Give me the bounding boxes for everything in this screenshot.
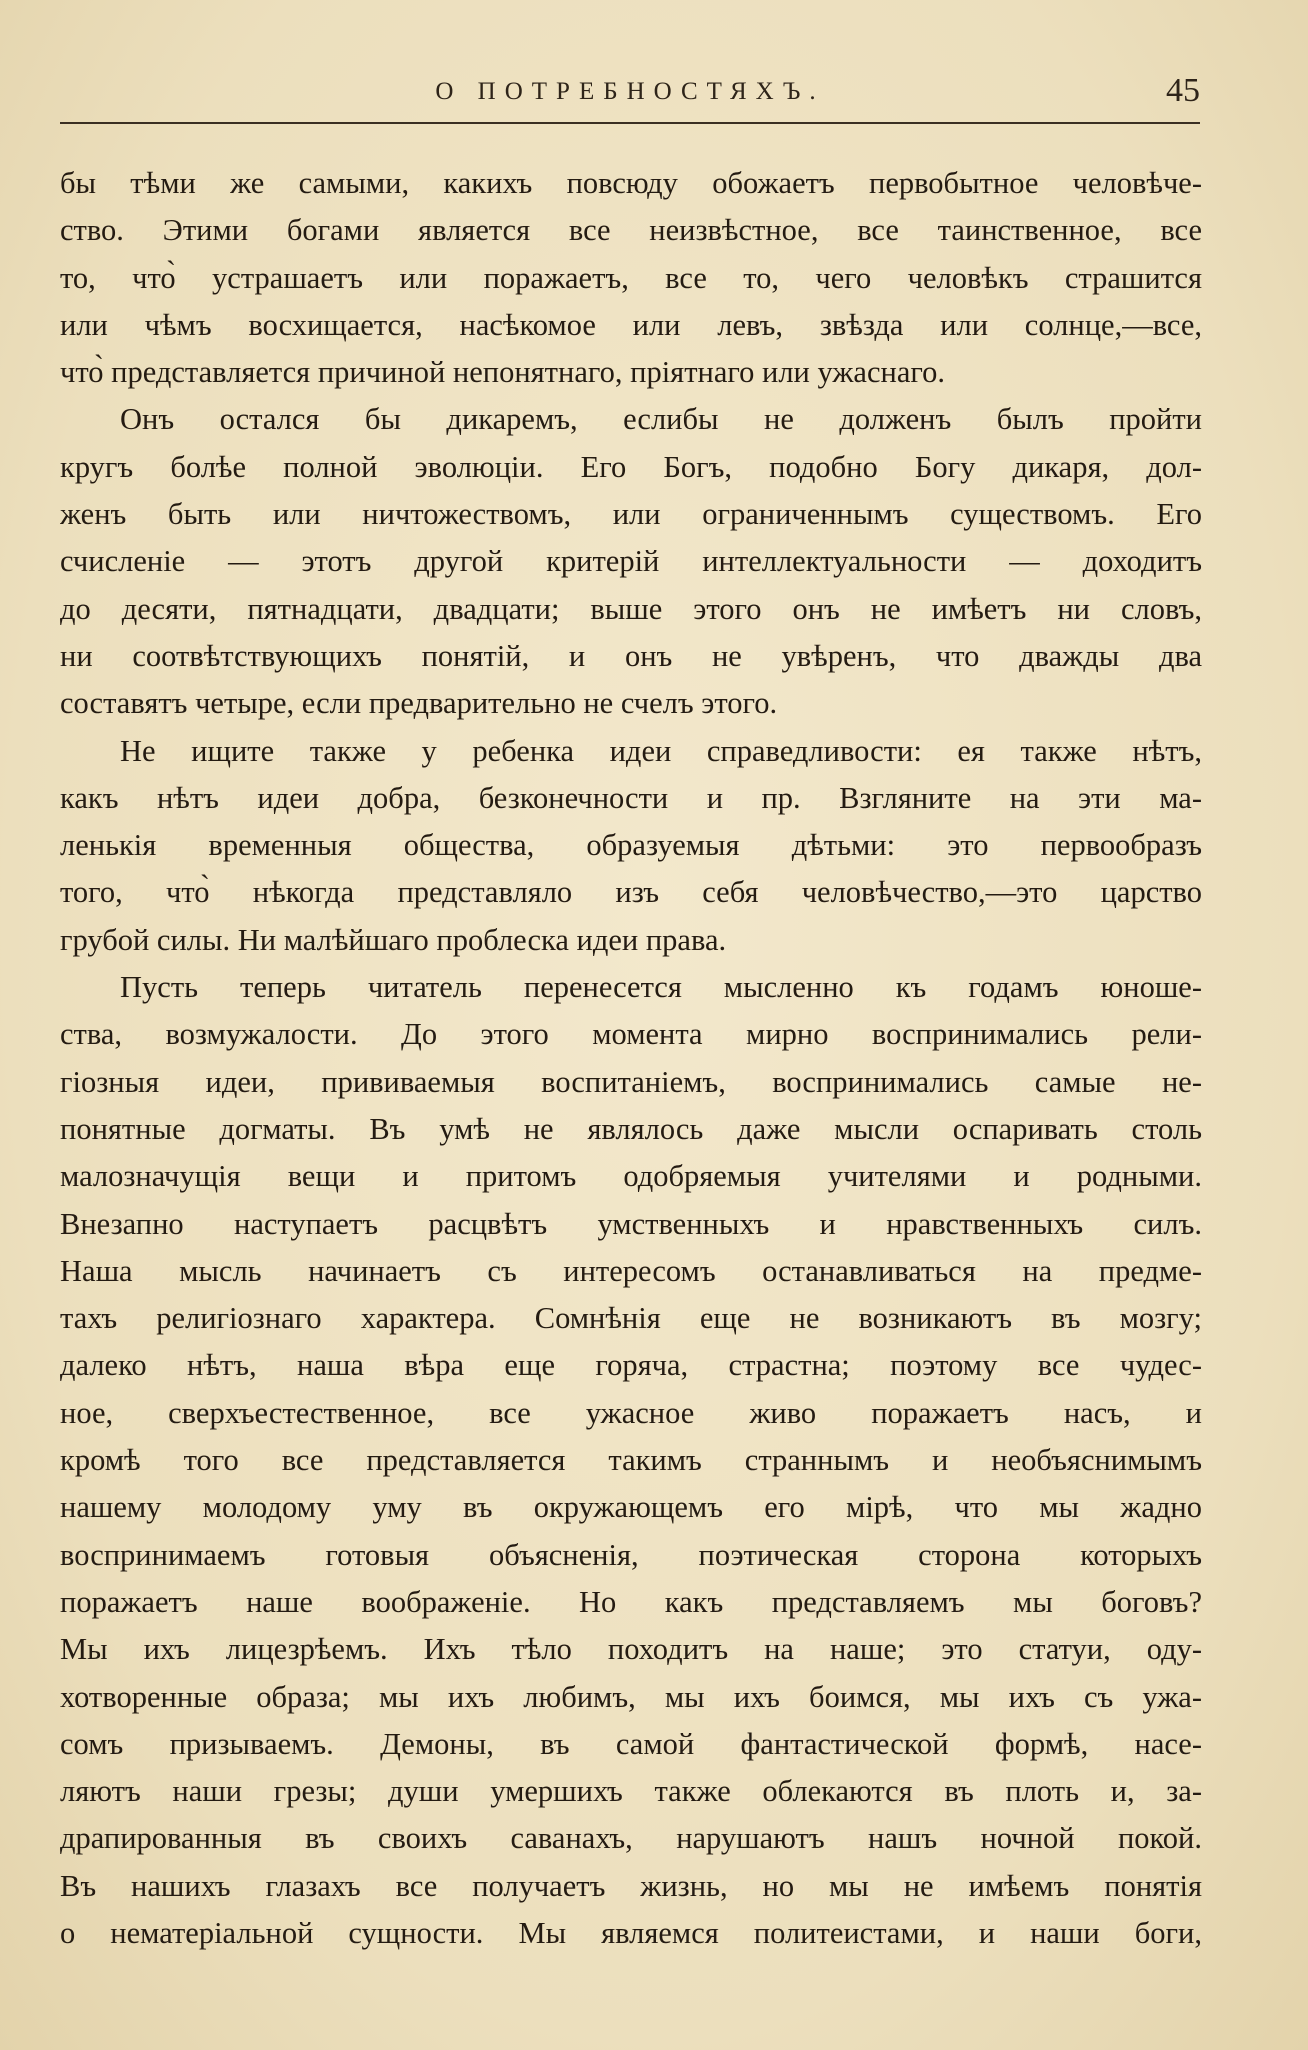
text-line: Не ищите также у ребенка идеи справедливости: ея также нѣтъ, bbox=[120, 733, 1202, 768]
text-line: кругъ болѣе полной эволюціи. Его Богъ, подобно Богу дикаря, дол- bbox=[60, 449, 1202, 484]
text-line: бы тѣми же самыми, какихъ повсюду обожаетъ первобытное человѣче- bbox=[60, 166, 1202, 200]
text-line: счисленіе — этотъ другой критерій интеллектуальности — доходитъ bbox=[60, 544, 1202, 579]
text-line: какъ нѣтъ идеи добра, безконечности и пр. Взгляните на эти ма- bbox=[60, 780, 1202, 815]
text-line: драпированныя въ своихъ саванахъ, нарушаютъ нашъ ночной покой. bbox=[60, 1821, 1202, 1856]
text-line: ленькія временныя общества, образуемыя дѣтьми: это первообразъ bbox=[60, 828, 1202, 863]
text-line: кромѣ того все представляется такимъ страннымъ и необъяснимымъ bbox=[60, 1443, 1202, 1478]
text-line: того, что̀ нѣкогда представляло изъ себя человѣчество,—это царство bbox=[60, 875, 1202, 910]
text-line: что̀ представляется причиной непонятнаго, пріятнаго или ужаснаго. bbox=[60, 355, 945, 390]
text-line: ное, сверхъестественное, все ужасное живо поражаетъ насъ, и bbox=[60, 1395, 1202, 1430]
text-line: о нематеріальной сущности. Мы являемся политеистами, и наши боги, bbox=[60, 1915, 1202, 1950]
text-line: тахъ религіознаго характера. Сомнѣнія еще не возникаютъ въ мозгу; bbox=[60, 1301, 1202, 1336]
page-header bbox=[60, 72, 1200, 124]
text-line: малозначущія вещи и притомъ одобряемыя учителями и родными. bbox=[60, 1159, 1202, 1194]
text-line: Внезапно наступаетъ расцвѣтъ умственныхъ и нравственныхъ силъ. bbox=[60, 1206, 1202, 1241]
text-line: гіозныя идеи, прививаемыя воспитаніемъ, воспринимались самые не- bbox=[60, 1064, 1202, 1099]
text-line: нашему молодому уму въ окружающемъ его мірѣ, что мы жадно bbox=[60, 1490, 1202, 1525]
text-line: хотворенные образа; мы ихъ любимъ, мы ихъ боимся, мы ихъ съ ужа- bbox=[60, 1679, 1202, 1714]
text-line: ства, возмужалости. До этого момента мирно воспринимались рели- bbox=[60, 1017, 1202, 1052]
text-line: составятъ четыре, если предварительно не счелъ этого. bbox=[60, 686, 778, 721]
text-line: Наша мысль начинаетъ съ интересомъ останавливаться на предме- bbox=[60, 1253, 1202, 1288]
text-line: Пусть теперь читатель перенесется мысленно къ годамъ юноше- bbox=[120, 970, 1202, 1005]
body-text bbox=[60, 160, 1202, 1957]
text-line: сомъ призываемъ. Демоны, въ самой фантастической формѣ, насе- bbox=[60, 1726, 1202, 1761]
text-line: понятные догматы. Въ умѣ не являлось даже мысли оспаривать столь bbox=[60, 1111, 1202, 1146]
text-line: Въ нашихъ глазахъ все получаетъ жизнь, но мы не имѣемъ понятія bbox=[60, 1868, 1202, 1903]
text-line: ляютъ наши грезы; души умершихъ также облекаются въ плоть и, за- bbox=[60, 1774, 1202, 1809]
text-line: далеко нѣтъ, наша вѣра еще горяча, страстна; поэтому все чудес- bbox=[60, 1348, 1202, 1383]
text-line: то, что̀ устрашаетъ или поражаетъ, все то, чего человѣкъ страшится bbox=[60, 260, 1202, 295]
text-line: женъ быть или ничтожествомъ, или ограниченнымъ существомъ. Его bbox=[60, 497, 1202, 532]
text-line: ство. Этими богами является все неизвѣстное, все таинственное, все bbox=[60, 213, 1202, 248]
text-line: поражаетъ наше воображеніе. Но какъ представляемъ мы боговъ? bbox=[60, 1584, 1202, 1619]
text-line: до десяти, пятнадцати, двадцати; выше этого онъ не имѣетъ ни словъ, bbox=[60, 591, 1202, 626]
text-line: воспринимаемъ готовыя объясненія, поэтическая сторона которыхъ bbox=[60, 1537, 1202, 1572]
text-line: или чѣмъ восхищается, насѣкомое или левъ, звѣзда или солнце,—все, bbox=[60, 307, 1202, 342]
text-line: грубой силы. Ни малѣйшаго проблеска идеи права. bbox=[60, 922, 727, 957]
running-title: О ПОТРЕБНОСТЯХЪ. bbox=[435, 78, 825, 105]
page-number: 45 bbox=[1166, 72, 1200, 109]
text-line: Онъ остался бы дикаремъ, еслибы не долженъ былъ пройти bbox=[120, 402, 1202, 437]
text-line: ни соотвѣтствующихъ понятій, и онъ не увѣренъ, что дважды два bbox=[60, 638, 1202, 673]
text-line: Мы ихъ лицезрѣемъ. Ихъ тѣло походитъ на наше; это статуи, оду- bbox=[60, 1632, 1202, 1667]
